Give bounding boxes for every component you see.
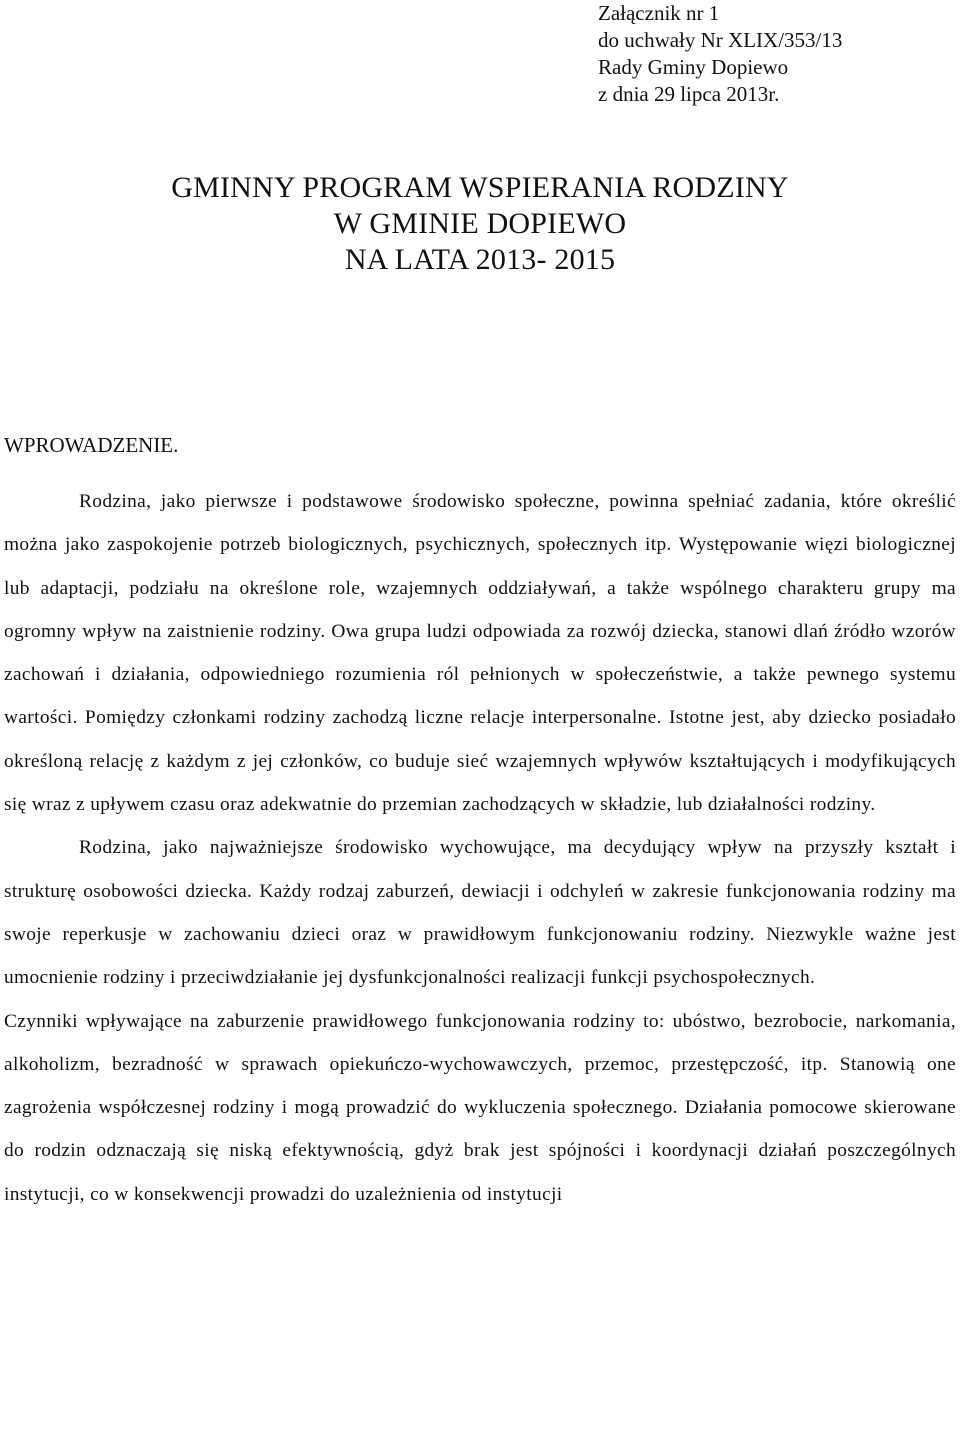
resolution-number: do uchwały Nr XLIX/353/13 [598,28,843,52]
paragraph-1: Rodzina, jako pierwsze i podstawowe środowisko społeczne, powinna spełniać zadania, które określić można jako zaspokojenie potrzeb biologicznych, psychicznych, społecznych itp. Występowanie więzi biologicznej lub adaptacji, podziału na określone role, wzajemnych oddziaływań, a także wspólnego charakteru grupy ma ogromny wpływ na zaistnienie rodziny. Owa grupa ludzi odpowiada za rozwój dziecka, stanowi dlań źródło wzorów zachowań i działania, odpowiedniego rozumienia ról pełnionych w społeczeństwie, a także pewnego systemu wartości. Pomiędzy członkami rodziny zachodzą liczne relacje interpersonalne. Istotne jest, aby dziecko posiadało określoną relację z każdym z jej członków, co buduje sieć wzajemnych wpływów kształtujących i modyfikujących się wraz z upływem czasu oraz adekwatnie do przemian zachodzących w składzie, lub działalności rodziny. [4,491,956,816]
title-line-3: NA LATA 2013- 2015 [344,243,616,276]
paragraph-3: Czynniki wpływające na zaburzenie prawidłowego funkcjonowania rodziny to: ubóstwo, bezrobocie, narkomania, alkoholizm, bezradność w sprawach opiekuńczo-wychowawczych, przemoc, przestępczość, itp. Stanowią one zagrożenia współczesnej rodziny i mogą prowadzić do wykluczenia społecznego. Działania pomocowe skierowane do rodzin odznaczają się niską efektywnością, gdyż brak jest spójności i koordynacji działań poszczególnych instytucji, co w konsekwencji prowadzi do uzależnienia od instytucji [4,1010,956,1205]
paragraph-2: Rodzina, jako najważniejsze środowisko wychowujące, ma decydujący wpływ na przyszły kształt i strukturę osobowości dziecka. Każdy rodzaj zaburzeń, dewiacji i odchyleń w zakresie funkcjonowania rodziny ma swoje reperkusje w zachowaniu dzieci oraz w prawidłowym funkcjonowaniu rodziny. Niezwykle ważne jest umocnienie rodziny i przeciwdziałanie jej dysfunkcjonalności realizacji funkcji psychospołecznych. [4,837,956,989]
document-body [4,480,956,1216]
document-title [0,170,960,278]
annex-number: Załącznik nr 1 [598,1,720,25]
annex-header [598,0,842,108]
council-name: Rady Gminy Dopiewo [598,55,789,79]
section-heading: WPROWADZENIE. [4,433,179,457]
title-line-1: GMINNY PROGRAM WSPIERANIA RODZINY [171,171,789,204]
resolution-date: z dnia 29 lipca 2013r. [598,82,780,106]
title-line-2: W GMINIE DOPIEWO [333,207,627,240]
